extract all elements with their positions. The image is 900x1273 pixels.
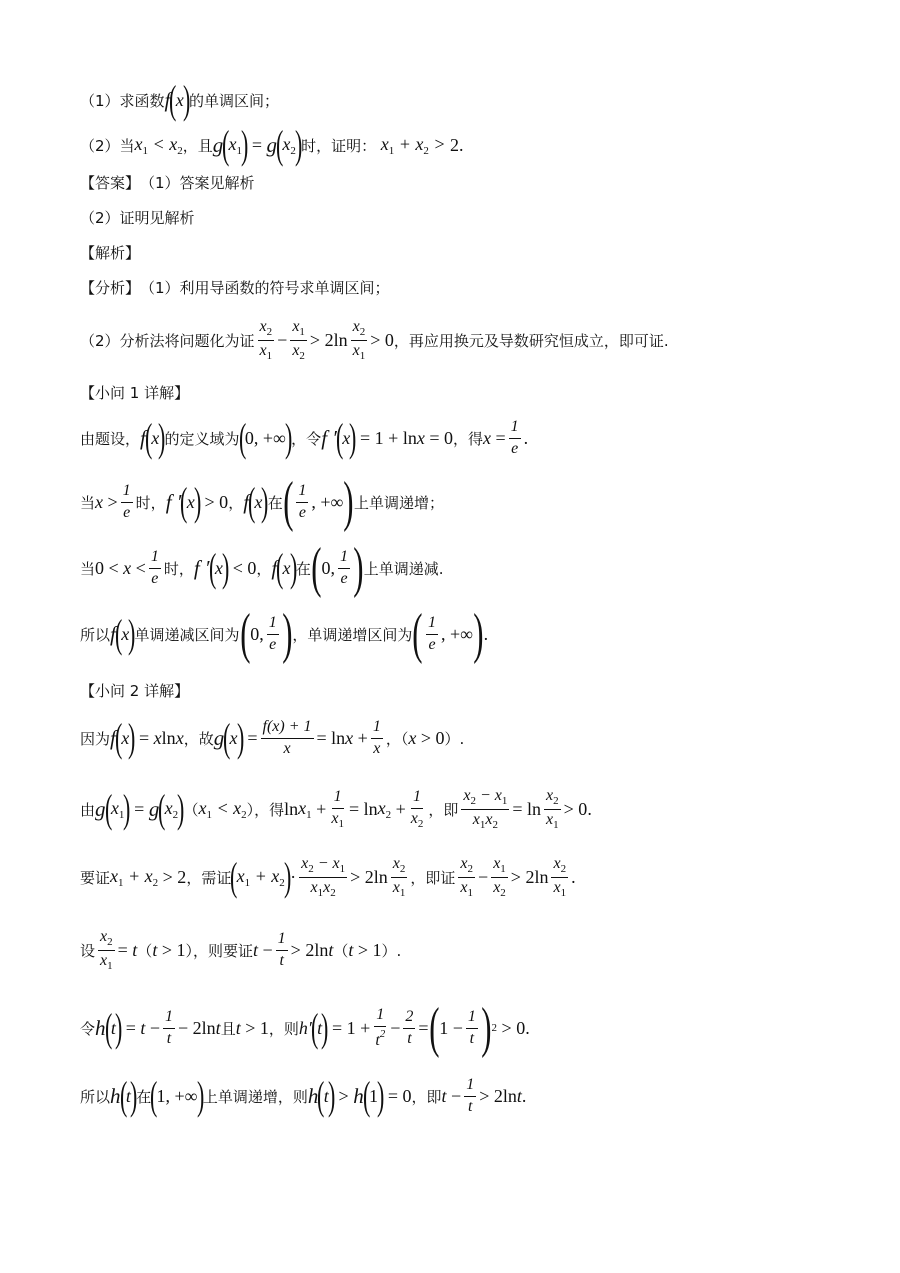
s2-line: 当 x > $\frac{1}{e}$ 时， f ′ ( x ) > 0 ， f ( x ) 在 ( $\frac{1}{e}$ , +∞ ) 上单调递增； — [80, 471, 445, 533]
math: f — [164, 87, 171, 112]
answer-label: 【答案】 — [80, 174, 141, 192]
fenxi-line-1: 【分析】 （1）利用导函数的符号求单调区间； — [80, 279, 390, 297]
t3-line: 要证 $x_1 + x_2$ > 2 ，需证 ( $x_1 + x_2$ ) · $\frac{x_2 - x_1}{x_1x_2}$ > 2ln $\frac{x_2}{x_1}$ ，即证 $\frac{x_2}{x_1}$ − $\frac{x_1}{x_2}$ > 2ln $\frac{x_2}{x_1}$ . — [80, 854, 576, 900]
fenxi-line-2: （2）分析法将问题化为证 $\frac{x_2}{x_1}$ − $\frac{x_1}{x_2}$ > 2ln $\frac{x_2}{x_1}$ > 0 ，再应用换元及导数研究恒成立，即可证. — [80, 318, 669, 362]
analysis-label: 【解析】 — [80, 244, 141, 262]
t5-line: 令 h ( t ) = t − $\frac{1}{t}$ − 2ln t 且 t > 1 ，则 h′ ( t ) = 1 + $\frac{1}{t^2}$ − $\frac{2}{t}$ = ( 1 − $\frac{1}{t}$ ) 2 > 0 . — [80, 997, 530, 1059]
t6-line: 所以 h ( t ) 在 ( 1, +∞ ) 上单调递增，则 h ( t ) > h ( 1 ) = 0 ，即 t − $\frac{1}{t}$ > 2ln t . — [80, 1073, 527, 1118]
question-1: （1）求函数 f ( x ) 的单调区间； — [80, 77, 280, 122]
t1-line: 因为 f ( x ) = x ln x ，故 g ( x ) = $\frac{f(x) + 1}{x}$ = ln x + $\frac{1}{x}$ ，（ x > 0 ）. — [80, 715, 465, 760]
question-2: （2）当 $x_1 < x_2$ ，且 g ( $x_1$ ) = g ( $x_2$ ) 时，证明： $x_1 + x_2$ > 2. — [80, 122, 464, 167]
t4-line: 设 $\frac{x_2}{x_1}$ = t （ t > 1 ），则要证 t − $\frac{1}{t}$ > 2ln t （ t > 1 ）. — [80, 928, 402, 972]
q1-tail: 的单调区间； — [189, 91, 280, 110]
answer-line: 【答案】 （1）答案见解析 — [80, 174, 255, 192]
q1-text: （1）求函数 — [80, 91, 165, 110]
s1-line: 由题设， f ( x ) 的定义域为 ( 0, +∞ ) ，令 f ′ ( x ) = 1 + ln x = 0 ，得 x = $\frac{1}{e}$ . — [80, 415, 529, 460]
sub2-title: 【小问 2 详解】 — [80, 682, 190, 700]
sub1-title: 【小问 1 详解】 — [80, 384, 190, 402]
answer-line-2: （2）证明见解析 — [80, 209, 195, 227]
s3-line: 当 0 < x < $\frac{1}{e}$ 时， f ′ ( x ) < 0 ， f ( x ) 在 ( 0, $\frac{1}{e}$ ) 上单调递减. — [80, 537, 444, 599]
t2-line: 由 g ( $x_1$ ) = g ( $x_2$ ) （ $x_1 < x_2$ ），得 ln $x_1$ + $\frac{1}{x_1}$ = ln $x_2$ + $\frac{1}{x_2}$ ，即 $\frac{x_2 - x_1}{x_1x_2}$ = ln $\frac{x_2}{x_1}$ > 0 . — [80, 786, 592, 832]
s4-line: 所以 f ( x ) 单调递减区间为 ( 0, $\frac{1}{e}$ ) ，单调递增区间为 ( $\frac{1}{e}$ , +∞ ) . — [80, 603, 489, 665]
